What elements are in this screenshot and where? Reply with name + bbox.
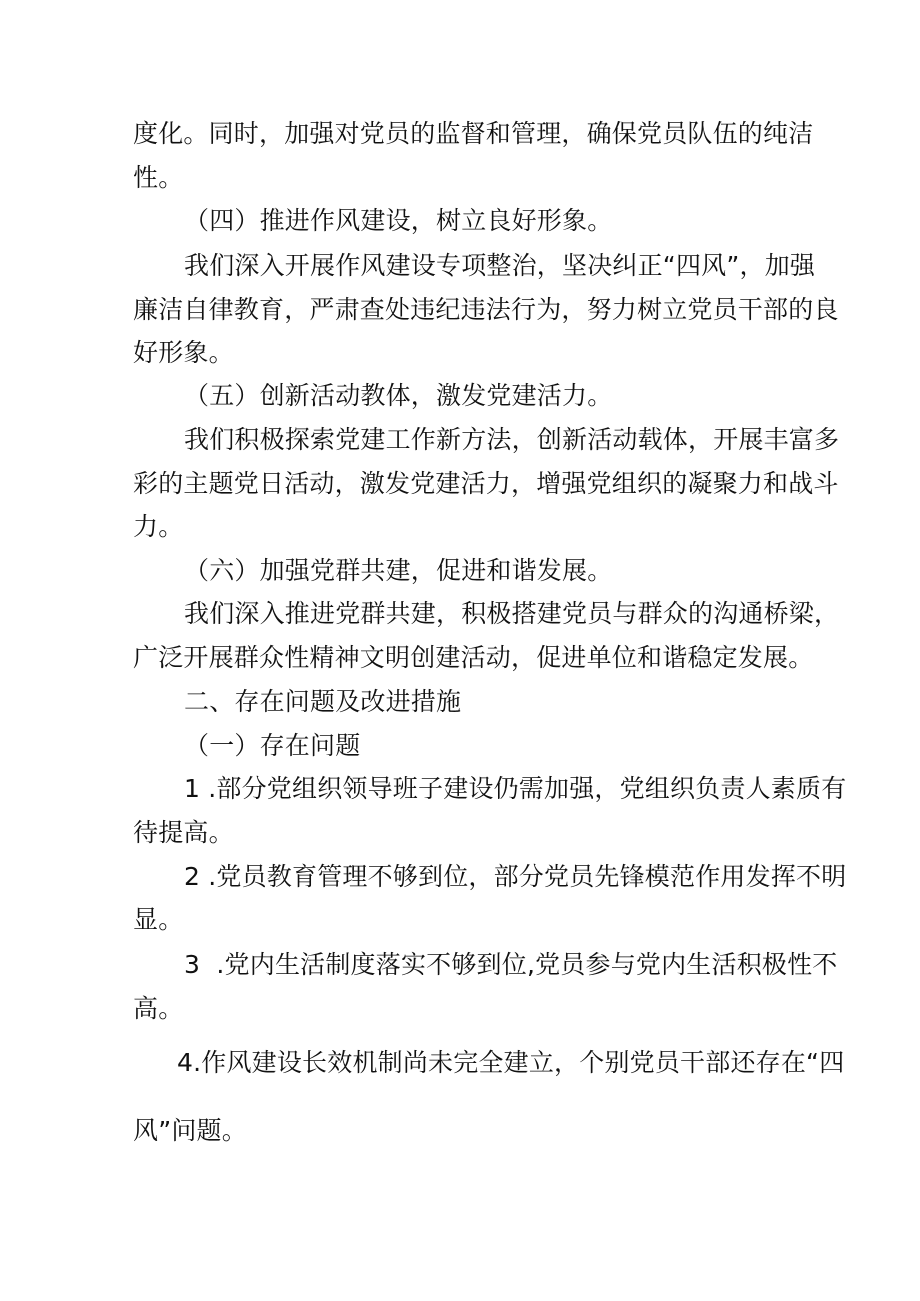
text-line: 我们深入开展作风建设专项整治，坚决纠正“四风”，加强 (184, 251, 816, 280)
numbered-item: 4.作风建设长效机制尚未完全建立，个别党员干部还存在“四 (177, 1048, 845, 1077)
text-line: 我们深入推进党群共建，积极搭建党员与群众的沟通桥梁， (184, 599, 840, 628)
text-line: 性。 (133, 163, 184, 192)
text-line: 力。 (133, 512, 184, 541)
chapter-heading: 二、存在问题及改进措施 (184, 687, 462, 716)
section-heading: （一）存在问题 (184, 731, 361, 760)
text-line: 待提高。 (133, 818, 234, 847)
section-heading: （四）推进作风建设，树立良好形象。 (184, 206, 613, 235)
section-heading: （五）创新活动教体，激发党建活力。 (184, 381, 613, 410)
text-line: 显。 (133, 905, 184, 934)
numbered-item: 1 .部分党组织领导班子建设仍需加强，党组织负责人素质有 (184, 774, 847, 803)
text-line: 高。 (133, 994, 184, 1023)
text-line: 好形象。 (133, 338, 234, 367)
text-line: 廉洁自律教育，严肃查处违纪违法行为，努力树立党员干部的良 (133, 295, 839, 324)
text-line: 风”问题。 (133, 1116, 247, 1145)
section-heading: （六）加强党群共建，促进和谐发展。 (184, 556, 613, 585)
text-line: 我们积极探索党建工作新方法，创新活动载体，开展丰富多 (184, 425, 840, 454)
numbered-item: 3 .党内生活制度落实不够到位,党员参与党内生活积极性不 (184, 950, 838, 979)
text-line: 广泛开展群众性精神文明创建活动，促进单位和谐稳定发展。 (133, 643, 814, 672)
text-line: 度化。同时，加强对党员的监督和管理，确保党员队伍的纯洁 (133, 119, 814, 148)
numbered-item: 2 .党员教育管理不够到位，部分党员先锋模范作用发挥不明 (184, 862, 847, 891)
text-line: 彩的主题党日活动，激发党建活力，增强党组织的凝聚力和战斗 (133, 469, 839, 498)
